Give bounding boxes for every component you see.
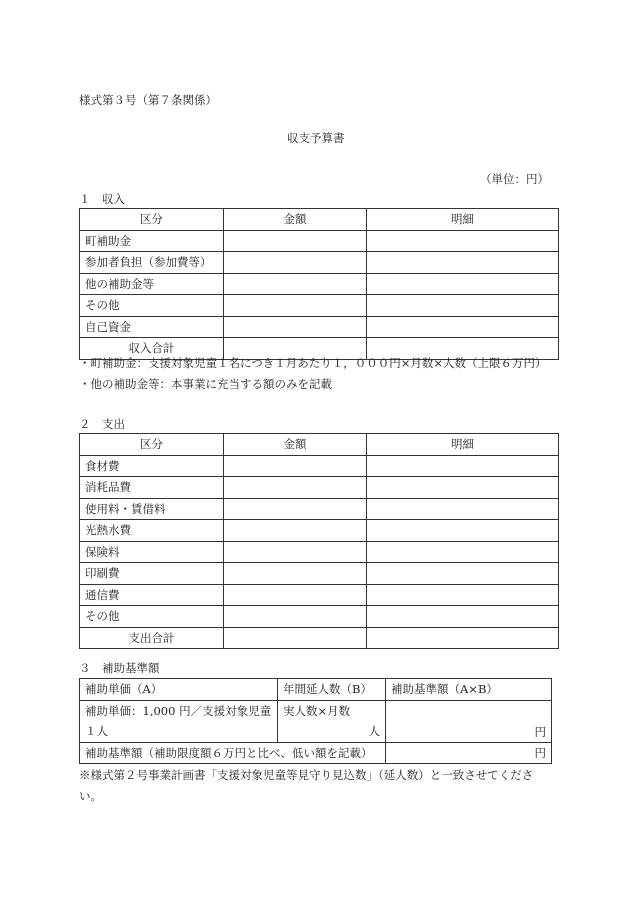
- unit-price-per: １人: [85, 723, 108, 738]
- table-header-row: [80, 679, 552, 701]
- income-total-label: 収入合計: [80, 338, 224, 360]
- header-details: 明細: [367, 209, 559, 231]
- persons-unit: 人: [368, 723, 380, 738]
- table-row: [80, 584, 559, 606]
- table-row: [80, 477, 559, 499]
- table-row: [80, 541, 559, 563]
- income-table: [79, 208, 559, 360]
- subsidy-heading: ３ 補助基準額: [79, 661, 160, 675]
- row-label: 参加者負担（参加費等）: [80, 252, 224, 274]
- details-cell[interactable]: [367, 477, 559, 499]
- table-row: [80, 295, 559, 317]
- form-number: 様式第３号（第７条関係）: [79, 93, 217, 107]
- header-unit-price: 補助単価（A）: [80, 679, 278, 701]
- limit-label: 補助基準額（補助限度額６万円と比べ、低い額を記載）: [80, 742, 386, 764]
- expense-total-label: 支出合計: [80, 627, 224, 649]
- row-label: 他の補助金等: [80, 273, 224, 295]
- row-label: 光熱水費: [80, 520, 224, 542]
- amount-cell[interactable]: [224, 520, 367, 542]
- limit-amount-cell[interactable]: [386, 742, 552, 764]
- table-row: [80, 252, 559, 274]
- page-title: 収支予算書: [287, 131, 345, 145]
- table-row: [80, 742, 552, 764]
- details-cell[interactable]: [367, 316, 559, 338]
- details-cell[interactable]: [367, 541, 559, 563]
- header-details: 明細: [367, 434, 559, 456]
- amount-cell[interactable]: [224, 584, 367, 606]
- header-amount: 金額: [224, 209, 367, 231]
- yen-unit: 円: [534, 745, 546, 760]
- income-note: ・他の補助金等：本事業に充当する額のみを記載: [79, 377, 332, 391]
- details-cell[interactable]: [367, 252, 559, 274]
- subsidy-note: ※様式第２号事業計画書「支援対象児童等見守り見込数」（延人数）と一致させてくださ: [79, 768, 534, 782]
- table-row: [80, 520, 559, 542]
- amount-cell[interactable]: [224, 498, 367, 520]
- row-label: 保険料: [80, 541, 224, 563]
- row-label: 自己資金: [80, 316, 224, 338]
- unit-price-cell: [80, 700, 278, 742]
- details-cell[interactable]: [367, 455, 559, 477]
- amount-cell[interactable]: [224, 455, 367, 477]
- details-cell[interactable]: [367, 520, 559, 542]
- row-label: 印刷費: [80, 563, 224, 585]
- subsidy-note-cont: い。: [79, 789, 102, 803]
- details-cell[interactable]: [367, 627, 559, 649]
- header-base-amount: 補助基準額（A×B）: [386, 679, 552, 701]
- row-label: 使用料・賃借料: [80, 498, 224, 520]
- details-cell[interactable]: [367, 498, 559, 520]
- row-label: 町補助金: [80, 230, 224, 252]
- table-row: [80, 316, 559, 338]
- subsidy-table: [79, 678, 552, 764]
- expense-table: [79, 433, 559, 649]
- amount-cell[interactable]: [224, 606, 367, 628]
- expense-heading: ２ 支出: [79, 417, 125, 431]
- amount-cell[interactable]: [224, 541, 367, 563]
- table-row: [80, 455, 559, 477]
- table-row: [80, 700, 552, 742]
- header-category: 区分: [80, 434, 224, 456]
- header-annual-persons: 年間延人数（B）: [278, 679, 386, 701]
- details-cell[interactable]: [367, 273, 559, 295]
- total-row: [80, 627, 559, 649]
- amount-cell[interactable]: [224, 316, 367, 338]
- row-label: その他: [80, 295, 224, 317]
- details-cell[interactable]: [367, 606, 559, 628]
- income-note: ・町補助金：支援対象児童１名につき１月あたり１，０００円×月数×人数（上限６万円）: [79, 356, 547, 370]
- details-cell[interactable]: [367, 295, 559, 317]
- details-cell[interactable]: [367, 563, 559, 585]
- unit-price-text: 補助単価：1,000 円／支援対象児童: [85, 703, 272, 718]
- details-cell[interactable]: [367, 230, 559, 252]
- base-amount-cell[interactable]: [386, 700, 552, 742]
- table-header-row: [80, 209, 559, 231]
- row-label: 消耗品費: [80, 477, 224, 499]
- table-row: [80, 273, 559, 295]
- amount-cell[interactable]: [224, 273, 367, 295]
- row-label: 食材費: [80, 455, 224, 477]
- amount-cell[interactable]: [224, 252, 367, 274]
- table-row: [80, 230, 559, 252]
- table-row: [80, 606, 559, 628]
- table-row: [80, 498, 559, 520]
- row-label: 通信費: [80, 584, 224, 606]
- details-cell[interactable]: [367, 584, 559, 606]
- table-row: [80, 563, 559, 585]
- amount-cell[interactable]: [224, 477, 367, 499]
- amount-cell[interactable]: [224, 627, 367, 649]
- header-amount: 金額: [224, 434, 367, 456]
- amount-cell[interactable]: [224, 295, 367, 317]
- table-header-row: [80, 434, 559, 456]
- amount-cell[interactable]: [224, 230, 367, 252]
- amount-cell[interactable]: [224, 563, 367, 585]
- yen-unit: 円: [534, 724, 546, 739]
- unit-label: （単位：円）: [480, 172, 549, 186]
- annual-persons-cell[interactable]: [278, 700, 386, 742]
- income-heading: １ 収入: [79, 192, 125, 206]
- header-category: 区分: [80, 209, 224, 231]
- persons-formula: 実人数×月数: [283, 703, 351, 718]
- row-label: その他: [80, 606, 224, 628]
